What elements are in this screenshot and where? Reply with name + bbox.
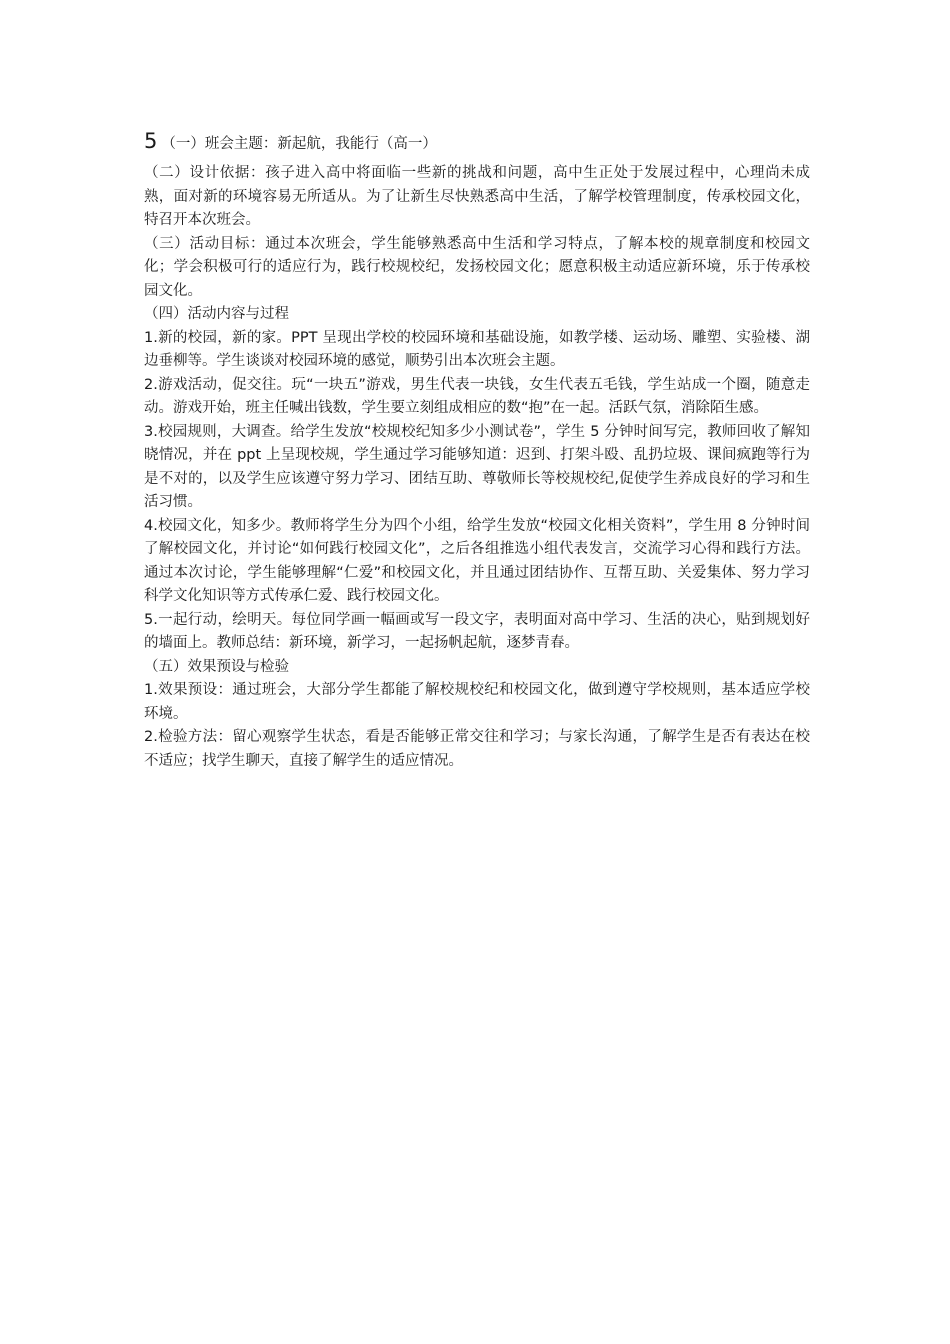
heading-activity-content: （四）活动内容与过程: [144, 306, 289, 322]
paragraph-activity-goals: （三）活动目标：通过本次班会，学生能够熟悉高中生活和学习特点，了解本校的规章制度和校园文化；学会积极可行的适应行为，践行校规校纪，发扬校园文化；愿意积极主动适应新环境，乐于传承校园文化。: [144, 235, 810, 299]
paragraph-step-1: 1.新的校园，新的家。PPT 呈现出学校的校园环境和基础设施，如教学楼、运动场、雕塑、实验楼、湖边垂柳等。学生谈谈对校园环境的感觉，顺势引出本次班会主题。: [144, 329, 810, 369]
paragraph-effect-expectation: 1.效果预设：通过班会，大部分学生都能了解校规校纪和校园文化，做到遵守学校规则，基本适应学校环境。: [144, 682, 810, 722]
paragraph-step-4: 4.校园文化，知多少。教师将学生分为四个小组，给学生发放“校园文化相关资料”，学生用 8 分钟时间了解校园文化，并讨论“如何践行校园文化”，之后各组推选小组代表发言，交流学习心得和践行方法。通过本次讨论，学生能够理解“仁爱”和校园文化，并且通过团结协作、互帮互助、关爱集体、努力学习科学文化知识等方式传承仁爱、践行校园文化。: [144, 517, 810, 604]
title-text: （一）班会主题：新起航，我能行（高一）: [161, 136, 437, 152]
paragraph-design-basis: （二）设计依据：孩子进入高中将面临一些新的挑战和问题，高中生正处于发展过程中，心理尚未成熟，面对新的环境容易无所适从。为了让新生尽快熟悉高中生活，了解学校管理制度，传承校园文化，特召开本次班会。: [144, 165, 810, 228]
document-title: [144, 126, 810, 156]
paragraph-evaluation-method: 2.检验方法：留心观察学生状态，看是否能够正常交往和学习；与家长沟通，了解学生是否有表达在校不适应；找学生聊天，直接了解学生的适应情况。: [144, 729, 810, 769]
title-number: 5: [144, 129, 158, 153]
paragraph-step-5: 5.一起行动，绘明天。每位同学画一幅画或写一段文字，表明面对高中学习、生活的决心，贴到规划好的墙面上。教师总结：新环境，新学习，一起扬帆起航，逐梦青春。: [144, 611, 810, 651]
paragraph-step-2: 2.游戏活动，促交往。玩“一块五”游戏，男生代表一块钱，女生代表五毛钱，学生站成一个圈，随意走动。游戏开始，班主任喊出钱数，学生要立刻组成相应的数“抱”在一起。活跃气氛，消除陌生感。: [144, 376, 810, 416]
document-body: [144, 126, 810, 773]
paragraph-step-3: 3.校园规则，大调查。给学生发放“校规校纪知多少小测试卷”，学生 5 分钟时间写完，教师回收了解知晓情况，并在 ppt 上呈现校规，学生通过学习能够知道：迟到、打架斗殴、乱扔垃圾、课间疯跑等行为是不对的，以及学生应该遵守努力学习、团结互助、尊敬师长等校规校纪,促使学生养成良好的学习和生活习惯。: [144, 423, 810, 510]
heading-effect-evaluation: （五）效果预设与检验: [144, 658, 289, 675]
